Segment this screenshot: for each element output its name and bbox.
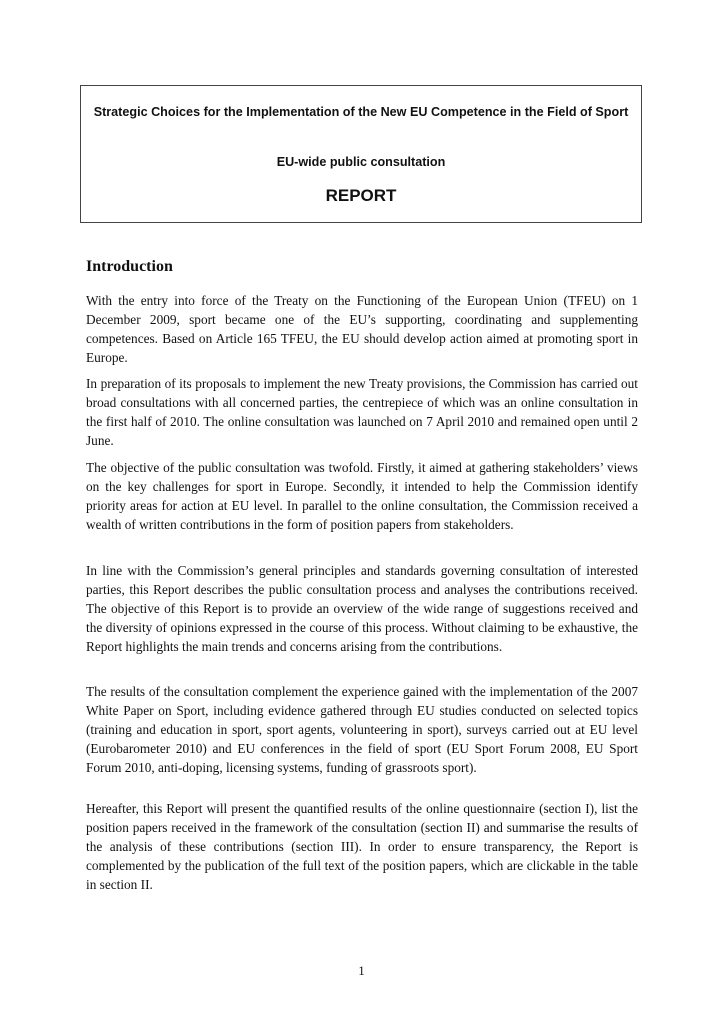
- document-title: Strategic Choices for the Implementation of the New EU Competence in the Field of Sport: [93, 105, 629, 119]
- title-box: [80, 85, 642, 223]
- paragraph: With the entry into force of the Treaty on the Functioning of the European Union (TFEU) on 1 December 2009, sport became one of the EU’s supporting, coordinating and supplementing competences. Based on Article 165 TFEU, the EU should develop action aimed at promoting sport in Europe.: [86, 293, 638, 365]
- paragraph: The objective of the public consultation was twofold. Firstly, it aimed at gathering stakeholders’ views on the key challenges for sport in Europe. Secondly, it intended to help the Commission identify priority areas for action at EU level. In parallel to the online consultation, the Commission received a wealth of written contributions in the form of position papers from stakeholders.: [86, 460, 638, 532]
- paragraph: In preparation of its proposals to implement the new Treaty provisions, the Commission has carried out broad consultations with all concerned parties, the centrepiece of which was an online consultation in the first half of 2010. The online consultation was launched on 7 April 2010 and remained open until 2 June.: [86, 376, 638, 448]
- report-label: REPORT: [325, 186, 397, 205]
- paragraph: Hereafter, this Report will present the quantified results of the online questionnaire (section I), list the position papers received in the framework of the consultation (section II) and summarise the results of the analysis of these contributions (section III). In order to ensure transparency, the Report is complemented by the publication of the full text of the position papers, which are clickable in the table in section II.: [86, 801, 638, 892]
- paragraph: The results of the consultation complement the experience gained with the implementation of the 2007 White Paper on Sport, including evidence gathered through EU studies conducted on selected topics (training and education in sport, sport agents, volunteering in sport), surveys carried out at EU level (Eurobarometer 2010) and EU conferences in the field of sport (EU Sport Forum 2008, EU Sport Forum 2010, anti-doping, licensing systems, funding of grassroots sport).: [86, 684, 638, 775]
- document-subtitle: EU-wide public consultation: [276, 155, 446, 169]
- section-heading-introduction: Introduction: [86, 258, 173, 275]
- page-number: 1: [358, 963, 365, 978]
- paragraph: In line with the Commission’s general principles and standards governing consultation of interested parties, this Report describes the public consultation process and analyses the contributions received. The objective of this Report is to provide an overview of the wide range of suggestions received and the diversity of opinions expressed in the course of this process. Without claiming to be exhaustive, the Report highlights the main trends and concerns arising from the contributions.: [86, 563, 638, 654]
